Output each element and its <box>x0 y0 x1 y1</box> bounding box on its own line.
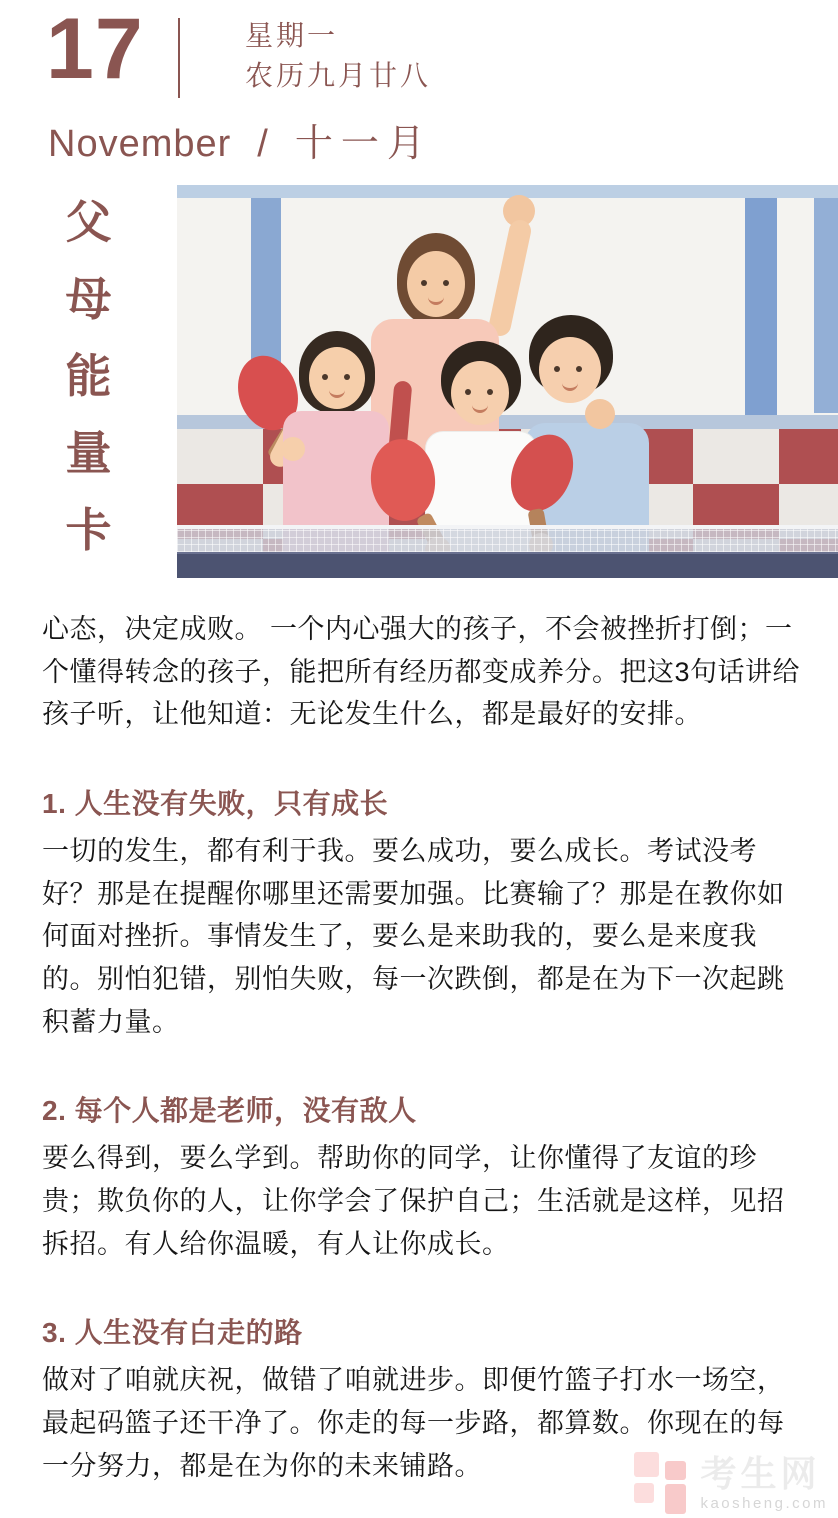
section-1 <box>42 782 808 1043</box>
vertical-card-title <box>0 185 177 578</box>
title-char: 能 <box>65 350 112 402</box>
week-lunar-block <box>245 16 431 96</box>
girl-hand <box>281 437 305 461</box>
month-en-label: November <box>48 123 232 165</box>
kaosheng-logo-icon <box>634 1452 690 1514</box>
watermark <box>634 1452 828 1514</box>
day-number: 17 <box>46 1 144 97</box>
watermark-text <box>700 1452 828 1512</box>
month-separator: / <box>257 123 269 165</box>
intro-paragraph: 心态，决定成败。 一个内心强大的孩子，不会被挫折打倒；一个懂得转念的孩子，能把所有经历都变成养分。把这3句话讲给孩子听，让他知道：无论发生什么，都是最好的安排。 <box>42 614 801 730</box>
hero-photo <box>177 185 838 578</box>
section-1-body: 一切的发生，都有利于我。要么成功，要么成长。考试没考好？那是在提醒你哪里还需要加强。比赛输了？那是在教你如何面对挫折。事情发生了，要么是来助我的，要么是来度我的。别怕犯错，别怕失败，每一次跌倒，都是在为下一次起跳积蓄力量。 <box>42 835 785 1037</box>
teacher-face <box>407 251 465 317</box>
title-char: 量 <box>65 427 112 479</box>
date-row <box>0 0 838 108</box>
table-tennis-table <box>177 552 838 578</box>
title-char: 卡 <box>65 504 112 556</box>
month-row <box>48 112 433 167</box>
title-char: 母 <box>65 273 112 325</box>
month-zh-label: 十一月 <box>294 123 433 165</box>
teacher-raised-arm <box>487 218 533 338</box>
section-3-body: 做对了咱就庆祝，做错了咱就进步。即便竹篮子打水一场空，最起码篮子还干净了。你走的每一步路，都算数。你现在的每一分努力，都是在为你的未来铺路。 <box>42 1365 785 1481</box>
boy-center-face <box>451 361 509 425</box>
brand-name-zh: 考生网 <box>700 1452 821 1494</box>
table-tennis-net <box>177 525 838 552</box>
weekday-label: 星期一 <box>245 20 339 51</box>
lunar-date-label: 农历九月廿八 <box>245 59 432 91</box>
boy-right-face <box>539 337 601 403</box>
section-2-body: 要么得到，要么学到。帮助你的同学，让你懂得了友谊的珍贵；欺负你的人，让你学会了保护自己；生活就是这样，见招拆招。有人给你温暖，有人让你成长。 <box>42 1143 785 1259</box>
article-content <box>0 578 838 1487</box>
brand-domain: kaosheng.com <box>700 1494 828 1512</box>
card-header <box>0 0 838 165</box>
photo-wall-top-strip <box>177 185 838 198</box>
main-row <box>0 185 838 578</box>
vertical-divider <box>178 18 180 98</box>
section-3-title: 3. 人生没有白走的路 <box>42 1317 303 1349</box>
photo-wall-stripe <box>814 198 838 413</box>
section-2 <box>42 1089 808 1265</box>
photo-wall-stripe <box>745 198 777 430</box>
title-char: 父 <box>65 196 112 248</box>
section-2-title: 2. 每个人都是老师，没有敌人 <box>42 1095 417 1127</box>
boy-right-fist <box>585 399 615 429</box>
section-1-title: 1. 人生没有失败，只有成长 <box>42 787 389 819</box>
girl-face <box>309 347 365 409</box>
